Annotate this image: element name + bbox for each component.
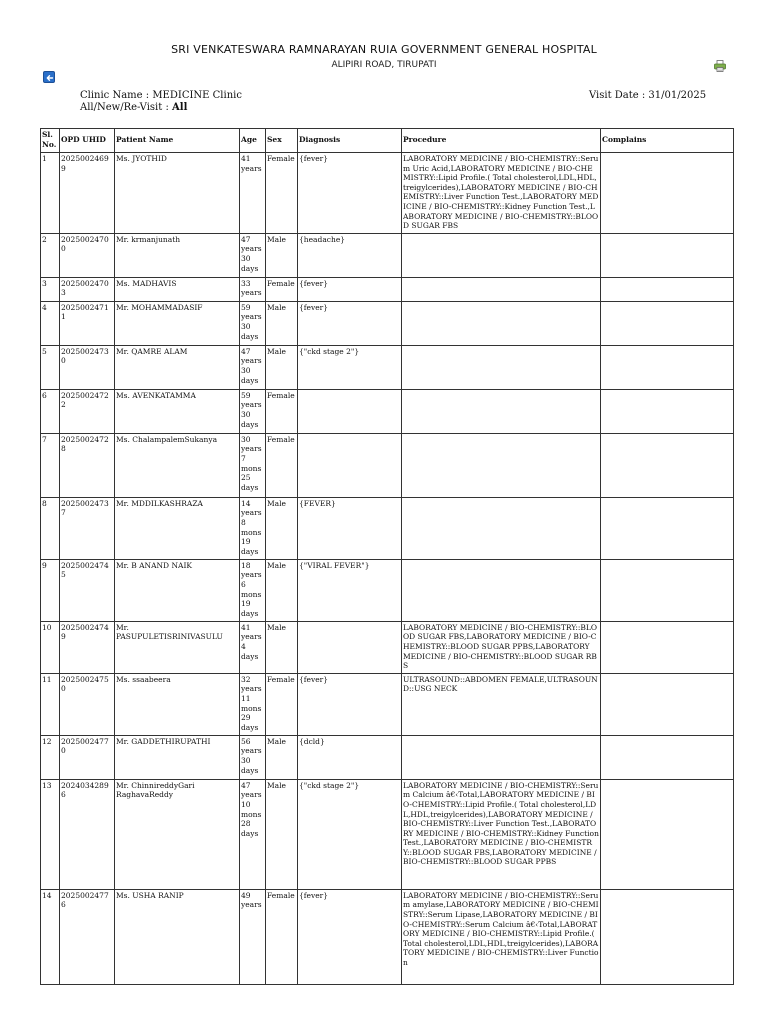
cell-uhid: 20250024750 [60, 673, 115, 735]
cell-procedure [402, 497, 601, 559]
table-row [41, 779, 734, 889]
table-row [41, 559, 734, 621]
visit-type-value: All [172, 102, 188, 113]
table-row [41, 673, 734, 735]
cell-uhid: 20250024770 [60, 735, 115, 779]
cell-diagnosis: {fever} [298, 301, 402, 345]
cell-sex: Female [266, 889, 298, 984]
cell-diagnosis [298, 621, 402, 673]
cell-age: 41 years 4 days [240, 621, 266, 673]
cell-uhid: 20240342896 [60, 779, 115, 889]
table-row [41, 433, 734, 497]
cell-procedure [402, 559, 601, 621]
cell-patient-name: Mr. QAMRE ALAM [115, 345, 240, 389]
cell-patient-name: Mr. PASUPULETISRINIVASULU [115, 621, 240, 673]
cell-sl: 6 [41, 389, 60, 433]
cell-procedure: LABORATORY MEDICINE / BIO-CHEMISTRY::Serum Uric Acid,LABORATORY MEDICINE / BIO-CHEMISTRY::Lipid Profile.( Total cholesterol,LDL,HDL,treigylcerides),LABORATORY MEDICINE / BIO-CHEMISTRY::Liver Function Test.,LABORATORY MEDICINE / BIO-CHEMISTRY::Kidney Function Test.,LABORATORY MEDICINE / BIO-CHEMISTRY::BLOOD SUGAR FBS [402, 153, 601, 234]
cell-uhid: 20250024745 [60, 559, 115, 621]
cell-sex: Male [266, 779, 298, 889]
table-row [41, 301, 734, 345]
col-header-diagnosis: Diagnosis [298, 129, 402, 153]
cell-diagnosis: {fever} [298, 153, 402, 234]
cell-age: 47 years 30 days [240, 233, 266, 277]
cell-complains [601, 735, 734, 779]
cell-complains [601, 389, 734, 433]
cell-procedure [402, 301, 601, 345]
cell-diagnosis: {dcld} [298, 735, 402, 779]
cell-uhid: 20250024699 [60, 153, 115, 234]
hospital-name: SRI VENKATESWARA RAMNARAYAN RUIA GOVERNMENT GENERAL HOSPITAL [171, 43, 597, 56]
cell-sl: 4 [41, 301, 60, 345]
cell-complains [601, 497, 734, 559]
cell-diagnosis: {FEVER} [298, 497, 402, 559]
cell-complains [601, 233, 734, 277]
cell-complains [601, 779, 734, 889]
printer-icon[interactable] [713, 58, 727, 72]
cell-procedure: ULTRASOUND::ABDOMEN FEMALE,ULTRASOUND::USG NECK [402, 673, 601, 735]
cell-age: 59 years 30 days [240, 301, 266, 345]
cell-sl: 8 [41, 497, 60, 559]
cell-diagnosis: {"VIRAL FEVER"} [298, 559, 402, 621]
col-header-complains: Complains [601, 129, 734, 153]
cell-sex: Female [266, 389, 298, 433]
cell-patient-name: Ms. USHA RANIP [115, 889, 240, 984]
table-header-row [41, 129, 734, 153]
patient-table [40, 128, 734, 985]
cell-diagnosis: {headache} [298, 233, 402, 277]
table-row [41, 735, 734, 779]
cell-patient-name: Ms. MADHAVIS [115, 277, 240, 301]
cell-complains [601, 673, 734, 735]
cell-patient-name: Mr. krmanjunath [115, 233, 240, 277]
cell-uhid: 20250024700 [60, 233, 115, 277]
cell-sl: 7 [41, 433, 60, 497]
table-row [41, 153, 734, 234]
cell-complains [601, 559, 734, 621]
cell-procedure [402, 277, 601, 301]
cell-patient-name: Ms. ssaabeera [115, 673, 240, 735]
cell-uhid: 20250024730 [60, 345, 115, 389]
col-header-procedure: Procedure [402, 129, 601, 153]
cell-patient-name: Ms. ChalampalemSukanya [115, 433, 240, 497]
cell-uhid: 20250024749 [60, 621, 115, 673]
cell-diagnosis: {fever} [298, 889, 402, 984]
cell-age: 59 years 30 days [240, 389, 266, 433]
clinic-info [80, 90, 242, 114]
back-arrow-icon[interactable] [43, 71, 55, 83]
cell-age: 14 years 8 mons 19 days [240, 497, 266, 559]
cell-sex: Female [266, 673, 298, 735]
cell-complains [601, 153, 734, 234]
cell-procedure [402, 735, 601, 779]
cell-sl: 14 [41, 889, 60, 984]
cell-patient-name: Mr. MDDILKASHRAZA [115, 497, 240, 559]
cell-patient-name: Mr. GADDETHIRUPATHI [115, 735, 240, 779]
cell-sl: 12 [41, 735, 60, 779]
cell-uhid: 20250024737 [60, 497, 115, 559]
cell-diagnosis [298, 389, 402, 433]
cell-uhid: 20250024711 [60, 301, 115, 345]
cell-complains [601, 345, 734, 389]
table-row [41, 889, 734, 984]
cell-complains [601, 277, 734, 301]
cell-diagnosis: {"ckd stage 2"} [298, 779, 402, 889]
col-header-sl: Sl. No. [41, 129, 60, 153]
cell-complains [601, 621, 734, 673]
table-row [41, 345, 734, 389]
cell-sex: Male [266, 621, 298, 673]
cell-age: 47 years 10 mons 28 days [240, 779, 266, 889]
cell-sex: Female [266, 277, 298, 301]
cell-patient-name: Mr. ChinnireddyGari RaghavaReddy [115, 779, 240, 889]
cell-procedure: LABORATORY MEDICINE / BIO-CHEMISTRY::BLOOD SUGAR FBS,LABORATORY MEDICINE / BIO-CHEMISTRY::BLOOD SUGAR PPBS,LABORATORY MEDICINE / BIO-CHEMISTRY::BLOOD SUGAR RBS [402, 621, 601, 673]
cell-uhid: 20250024722 [60, 389, 115, 433]
cell-patient-name: Mr. B ANAND NAIK [115, 559, 240, 621]
table-row [41, 277, 734, 301]
cell-procedure [402, 389, 601, 433]
cell-diagnosis: {fever} [298, 277, 402, 301]
cell-diagnosis: {fever} [298, 673, 402, 735]
cell-uhid: 20250024703 [60, 277, 115, 301]
cell-age: 18 years 6 mons 19 days [240, 559, 266, 621]
cell-age: 30 years 7 mons 25 days [240, 433, 266, 497]
cell-uhid: 20250024776 [60, 889, 115, 984]
cell-sl: 3 [41, 277, 60, 301]
cell-sl: 1 [41, 153, 60, 234]
col-header-name: Patient Name [115, 129, 240, 153]
cell-procedure [402, 433, 601, 497]
hospital-address: ALIPIRI ROAD, TIRUPATI [331, 60, 437, 70]
cell-age: 47 years 30 days [240, 345, 266, 389]
cell-sex: Male [266, 735, 298, 779]
cell-sex: Male [266, 559, 298, 621]
visit-date-label: Visit Date : [589, 90, 649, 101]
clinic-name-label: Clinic Name : [80, 90, 153, 101]
col-header-sex: Sex [266, 129, 298, 153]
cell-complains [601, 301, 734, 345]
visit-type-line [80, 102, 242, 114]
table-row [41, 389, 734, 433]
cell-sex: Male [266, 233, 298, 277]
cell-procedure: LABORATORY MEDICINE / BIO-CHEMISTRY::Serum amylase,LABORATORY MEDICINE / BIO-CHEMISTRY::Serum Lipase,LABORATORY MEDICINE / BIO-CHEMISTRY::Serum Calcium â€‹Total,LABORATORY MEDICINE / BIO-CHEMISTRY::Lipid Profile.( Total cholesterol,LDL,HDL,treigylcerides),LABORATORY MEDICINE / BIO-CHEMISTRY::Liver Function [402, 889, 601, 984]
cell-sex: Female [266, 433, 298, 497]
cell-age: 41 years [240, 153, 266, 234]
cell-age: 56 years 30 days [240, 735, 266, 779]
table-row [41, 233, 734, 277]
cell-patient-name: Mr. MOHAMMADASIF [115, 301, 240, 345]
visit-date-value: 31/01/2025 [648, 90, 707, 101]
cell-procedure [402, 233, 601, 277]
visit-date [589, 90, 706, 102]
visit-type-label: All/New/Re-Visit : [80, 102, 173, 113]
cell-sex: Male [266, 497, 298, 559]
col-header-uhid: OPD UHID [60, 129, 115, 153]
cell-diagnosis [298, 433, 402, 497]
cell-uhid: 20250024728 [60, 433, 115, 497]
cell-patient-name: Ms. JYOTHID [115, 153, 240, 234]
cell-sl: 10 [41, 621, 60, 673]
cell-sex: Female [266, 153, 298, 234]
clinic-name-value: MEDICINE Clinic [152, 90, 242, 101]
cell-sex: Male [266, 301, 298, 345]
cell-patient-name: Ms. AVENKATAMMA [115, 389, 240, 433]
cell-age: 32 years 11 mons 29 days [240, 673, 266, 735]
table-row [41, 497, 734, 559]
cell-sl: 2 [41, 233, 60, 277]
cell-complains [601, 433, 734, 497]
cell-sl: 13 [41, 779, 60, 889]
col-header-age: Age [240, 129, 266, 153]
cell-sl: 11 [41, 673, 60, 735]
table-row [41, 621, 734, 673]
cell-procedure: LABORATORY MEDICINE / BIO-CHEMISTRY::Serum Calcium â€‹Total,LABORATORY MEDICINE / BIO-CHEMISTRY::Lipid Profile.( Total cholesterol,LDL,HDL,treigylcerides),LABORATORY MEDICINE / BIO-CHEMISTRY::Liver Function Test.,LABORATORY MEDICINE / BIO-CHEMISTRY::Kidney Function Test.,LABORATORY MEDICINE / BIO-CHEMISTRY::BLOOD SUGAR FBS,LABORATORY MEDICINE / BIO-CHEMISTRY::BLOOD SUGAR PPBS [402, 779, 601, 889]
clinic-name-line [80, 90, 242, 102]
cell-complains [601, 889, 734, 984]
cell-procedure [402, 345, 601, 389]
cell-diagnosis: {"ckd stage 2"} [298, 345, 402, 389]
cell-age: 33 years [240, 277, 266, 301]
cell-sl: 5 [41, 345, 60, 389]
cell-sex: Male [266, 345, 298, 389]
cell-sl: 9 [41, 559, 60, 621]
cell-age: 49 years [240, 889, 266, 984]
